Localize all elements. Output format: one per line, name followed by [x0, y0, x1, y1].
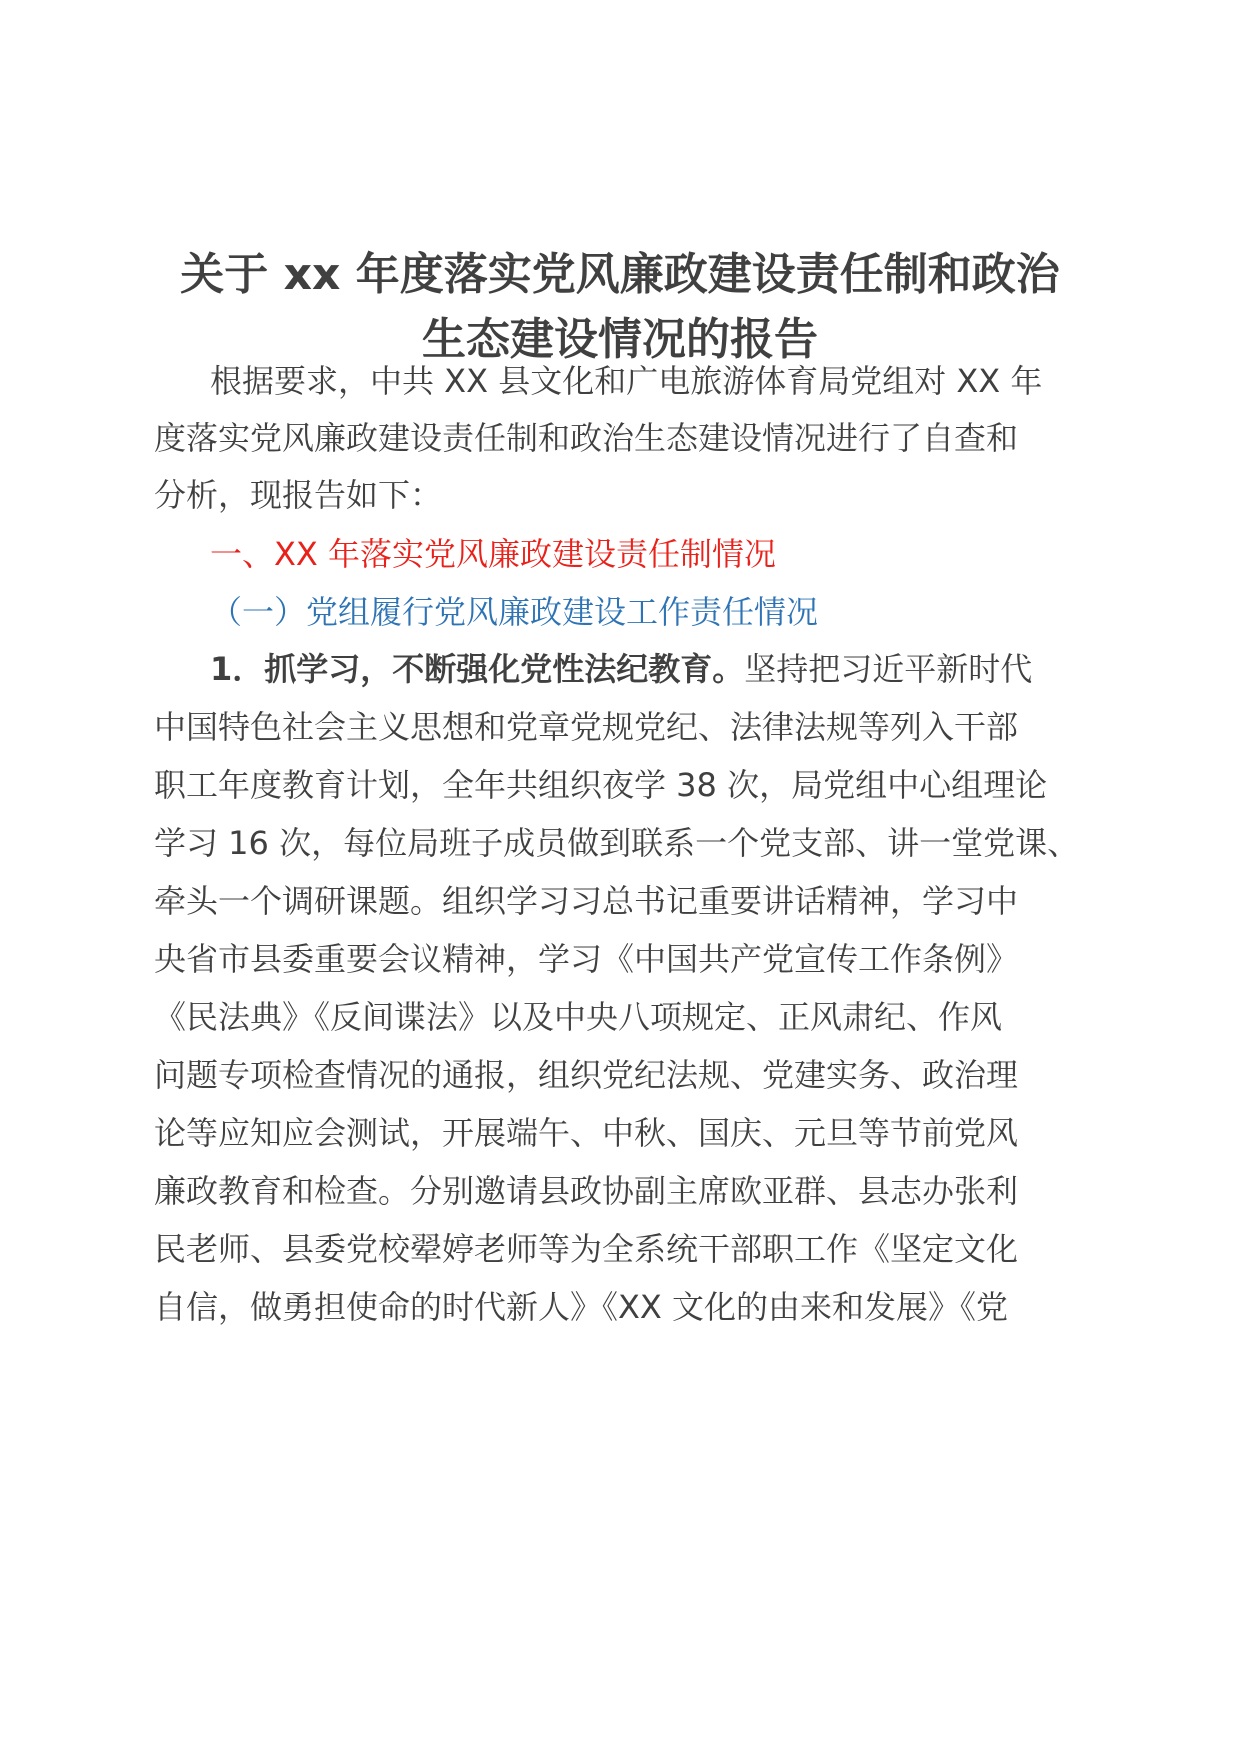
item-1-line: 学习 16 次，每位局班子成员做到联系一个党支部、讲一堂党课、: [154, 824, 1080, 862]
item-1-line: 民老师、县委党校翚婷老师等为全系统干部职工作《坚定文化: [154, 1230, 1019, 1268]
intro-line-1: 根据要求，中共 XX 县文化和广电旅游体育局党组对 XX 年: [210, 362, 1043, 400]
item-1-first-line-text: 坚持把习近平新时代: [744, 650, 1033, 688]
item-1-line: 自信，做勇担使命的时代新人》《XX 文化的由来和发展》《党: [154, 1288, 1009, 1326]
item-1-line: 牵头一个调研课题。组织学习习总书记重要讲话精神，学习中: [154, 882, 1019, 920]
item-1-line: 问题专项检查情况的通报，组织党纪法规、党建实务、政治理: [154, 1056, 1019, 1094]
item-1-line: 职工年度教育计划，全年共组织夜学 38 次，局党组中心组理论: [154, 766, 1048, 804]
item-1-line: 央省市县委重要会议精神，学习《中国共产党宣传工作条例》: [154, 940, 1019, 978]
intro-line-3: 分析，现报告如下：: [154, 476, 443, 514]
section-heading-1: 一、XX 年落实党风廉政建设责任制情况: [210, 535, 777, 573]
item-1-line: 廉政教育和检查。分别邀请县政协副主席欧亚群、县志办张利: [154, 1172, 1019, 1210]
document-title-line-2: 生态建设情况的报告: [422, 314, 818, 365]
item-1-heading: 1．抓学习，不断强化党性法纪教育。: [210, 650, 745, 688]
intro-line-2: 度落实党风廉政建设责任制和政治生态建设情况进行了自查和: [154, 419, 1019, 457]
item-1-line: 论等应知应会测试，开展端午、中秋、国庆、元旦等节前党风: [154, 1114, 1019, 1152]
document-title-line-1: 关于 xx 年度落实党风廉政建设责任制和政治: [180, 249, 1060, 300]
item-1-line: 《民法典》《反间谍法》以及中央八项规定、正风肃纪、作风: [154, 998, 1003, 1036]
subsection-heading-1: （一）党组履行党风廉政建设工作责任情况: [210, 593, 819, 631]
item-1-line: 中国特色社会主义思想和党章党规党纪、法律法规等列入干部: [154, 708, 1019, 746]
item-1-first-line: [210, 644, 1032, 694]
